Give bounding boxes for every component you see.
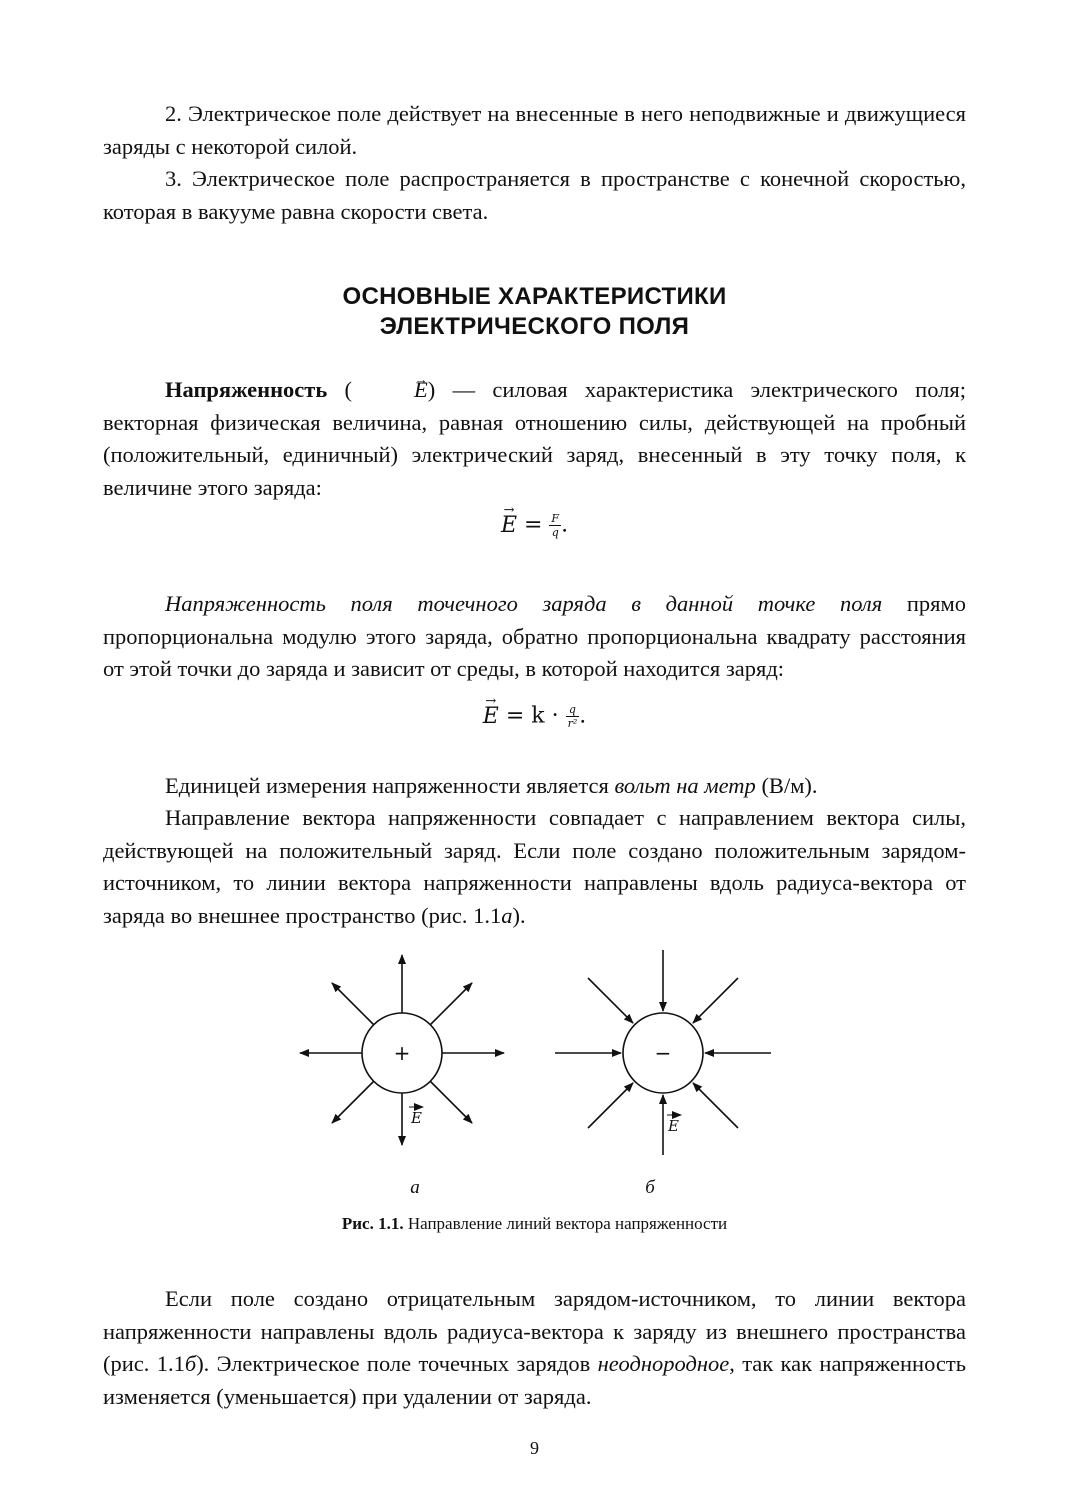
figure-caption [103, 1213, 966, 1235]
field-lines-figure [290, 945, 790, 1205]
e-vector-symbol: → E [352, 374, 428, 407]
section-heading [103, 282, 966, 342]
label-b: б [645, 1177, 655, 1198]
paragraph-field-force: 2. Электрическое поле действует на внесенные в него неподвижные и движущиеся заряды с некоторой силой. [103, 101, 966, 159]
negative-mid: ). Электрическое поле точечных зарядов [196, 1351, 598, 1376]
paragraph-point-charge [103, 588, 966, 686]
label-a: а [410, 1177, 420, 1198]
formula2-den: r² [567, 717, 578, 730]
direction-end: ). [512, 902, 526, 928]
outward-arrow-down-left [332, 1081, 374, 1123]
negative-italic: неоднородное [597, 1351, 730, 1376]
point-charge-italic: Напряженность поля точечного заряда в данной точке поля [165, 591, 883, 616]
outward-arrow-down-right [430, 1081, 472, 1123]
formula1-lhs: → E [501, 513, 517, 538]
inward-arrow-top-right [693, 978, 738, 1023]
point-charge-rest: прямо пропорциональна модулю этого заряда, обратно пропорциональна квадрату расстояния от этой точки до заряда и зависит от среды, в которой находится заряд: [103, 591, 966, 681]
negative-sign: − [654, 1041, 672, 1065]
formula2-end: . [579, 703, 587, 729]
page-number: 9 [530, 1438, 539, 1458]
formula-e-equals-f-over-q [103, 512, 966, 539]
paragraph-negative-charge [103, 1283, 966, 1413]
def-rest: ) — силовая характеристика электрического поля; векторная физическая величина, равная отношению силы, действующей на пробный (положительный, единичный) электрический заряд, внесенный в эту точку поля, к величине этого заряда: [103, 377, 966, 500]
formula1-eq: = [517, 512, 550, 538]
outward-arrow-up-left [332, 983, 374, 1025]
paragraph-field-speed: 3. Электрическое поле распространяется в пространстве с конечной скоростью, которая в вакууме равна скорости света. [103, 166, 966, 224]
formula2-eq: = k · [498, 703, 566, 729]
inward-arrow-bottom-right [693, 1083, 738, 1128]
formula1-num: F [551, 512, 560, 525]
formula2-num: q [566, 703, 580, 717]
formula1-fraction [549, 512, 561, 539]
negative-rest: , так как напряженность изменяется (уменьшается) при удалении от заряда. [103, 1351, 966, 1409]
paragraph-unit [103, 770, 966, 803]
direction-text: Направление вектора напряженности совпадает с направлением вектора силы, действующей на положительный заряд. Если поле создано положительным зарядом-источником, то линии вектора напряженности направлены вдоль радиуса-вектора от заряда во внешнее пространство (рис. 1.1 [103, 805, 966, 928]
formula1-end: . [561, 512, 569, 538]
positive-sign: + [393, 1041, 411, 1065]
inward-arrow-top-left [588, 978, 633, 1023]
formula1-den: q [551, 526, 559, 539]
heading-line-2: ЭЛЕКТРИЧЕСКОГО ПОЛЯ [379, 313, 690, 340]
caption-label: Рис. 1.1. [341, 1214, 404, 1233]
formula2-lhs: → E [483, 704, 499, 729]
paragraph-definition [103, 374, 966, 504]
term-intensity: Напряженность [165, 377, 328, 402]
heading-line-1: ОСНОВНЫЕ ХАРАКТЕРИСТИКИ [342, 283, 727, 310]
formula2-fraction [566, 703, 580, 730]
unit-rest: (В/м). [755, 773, 818, 798]
def-paren: ( [327, 377, 353, 402]
negative-text: Если поле создано отрицательным зарядом-источником, то линии вектора напряженности направлены вдоль радиуса-вектора к заряду из внешнего пространства (рис. 1.1 [103, 1286, 966, 1376]
negative-ref: б [184, 1351, 197, 1376]
unit-text: Единицей измерения напряженности является [165, 773, 615, 798]
inward-arrow-bottom-left [588, 1083, 633, 1128]
caption-text: Направление линий вектора напряженности [403, 1214, 728, 1233]
formula-coulomb [103, 703, 966, 730]
direction-ref: а [501, 902, 513, 928]
e-label-b: E [668, 1117, 679, 1135]
outward-arrow-up-right [430, 983, 472, 1025]
unit-italic: вольт на метр [614, 773, 756, 798]
paragraph-direction [103, 802, 966, 932]
e-label-a: E [411, 1109, 422, 1127]
